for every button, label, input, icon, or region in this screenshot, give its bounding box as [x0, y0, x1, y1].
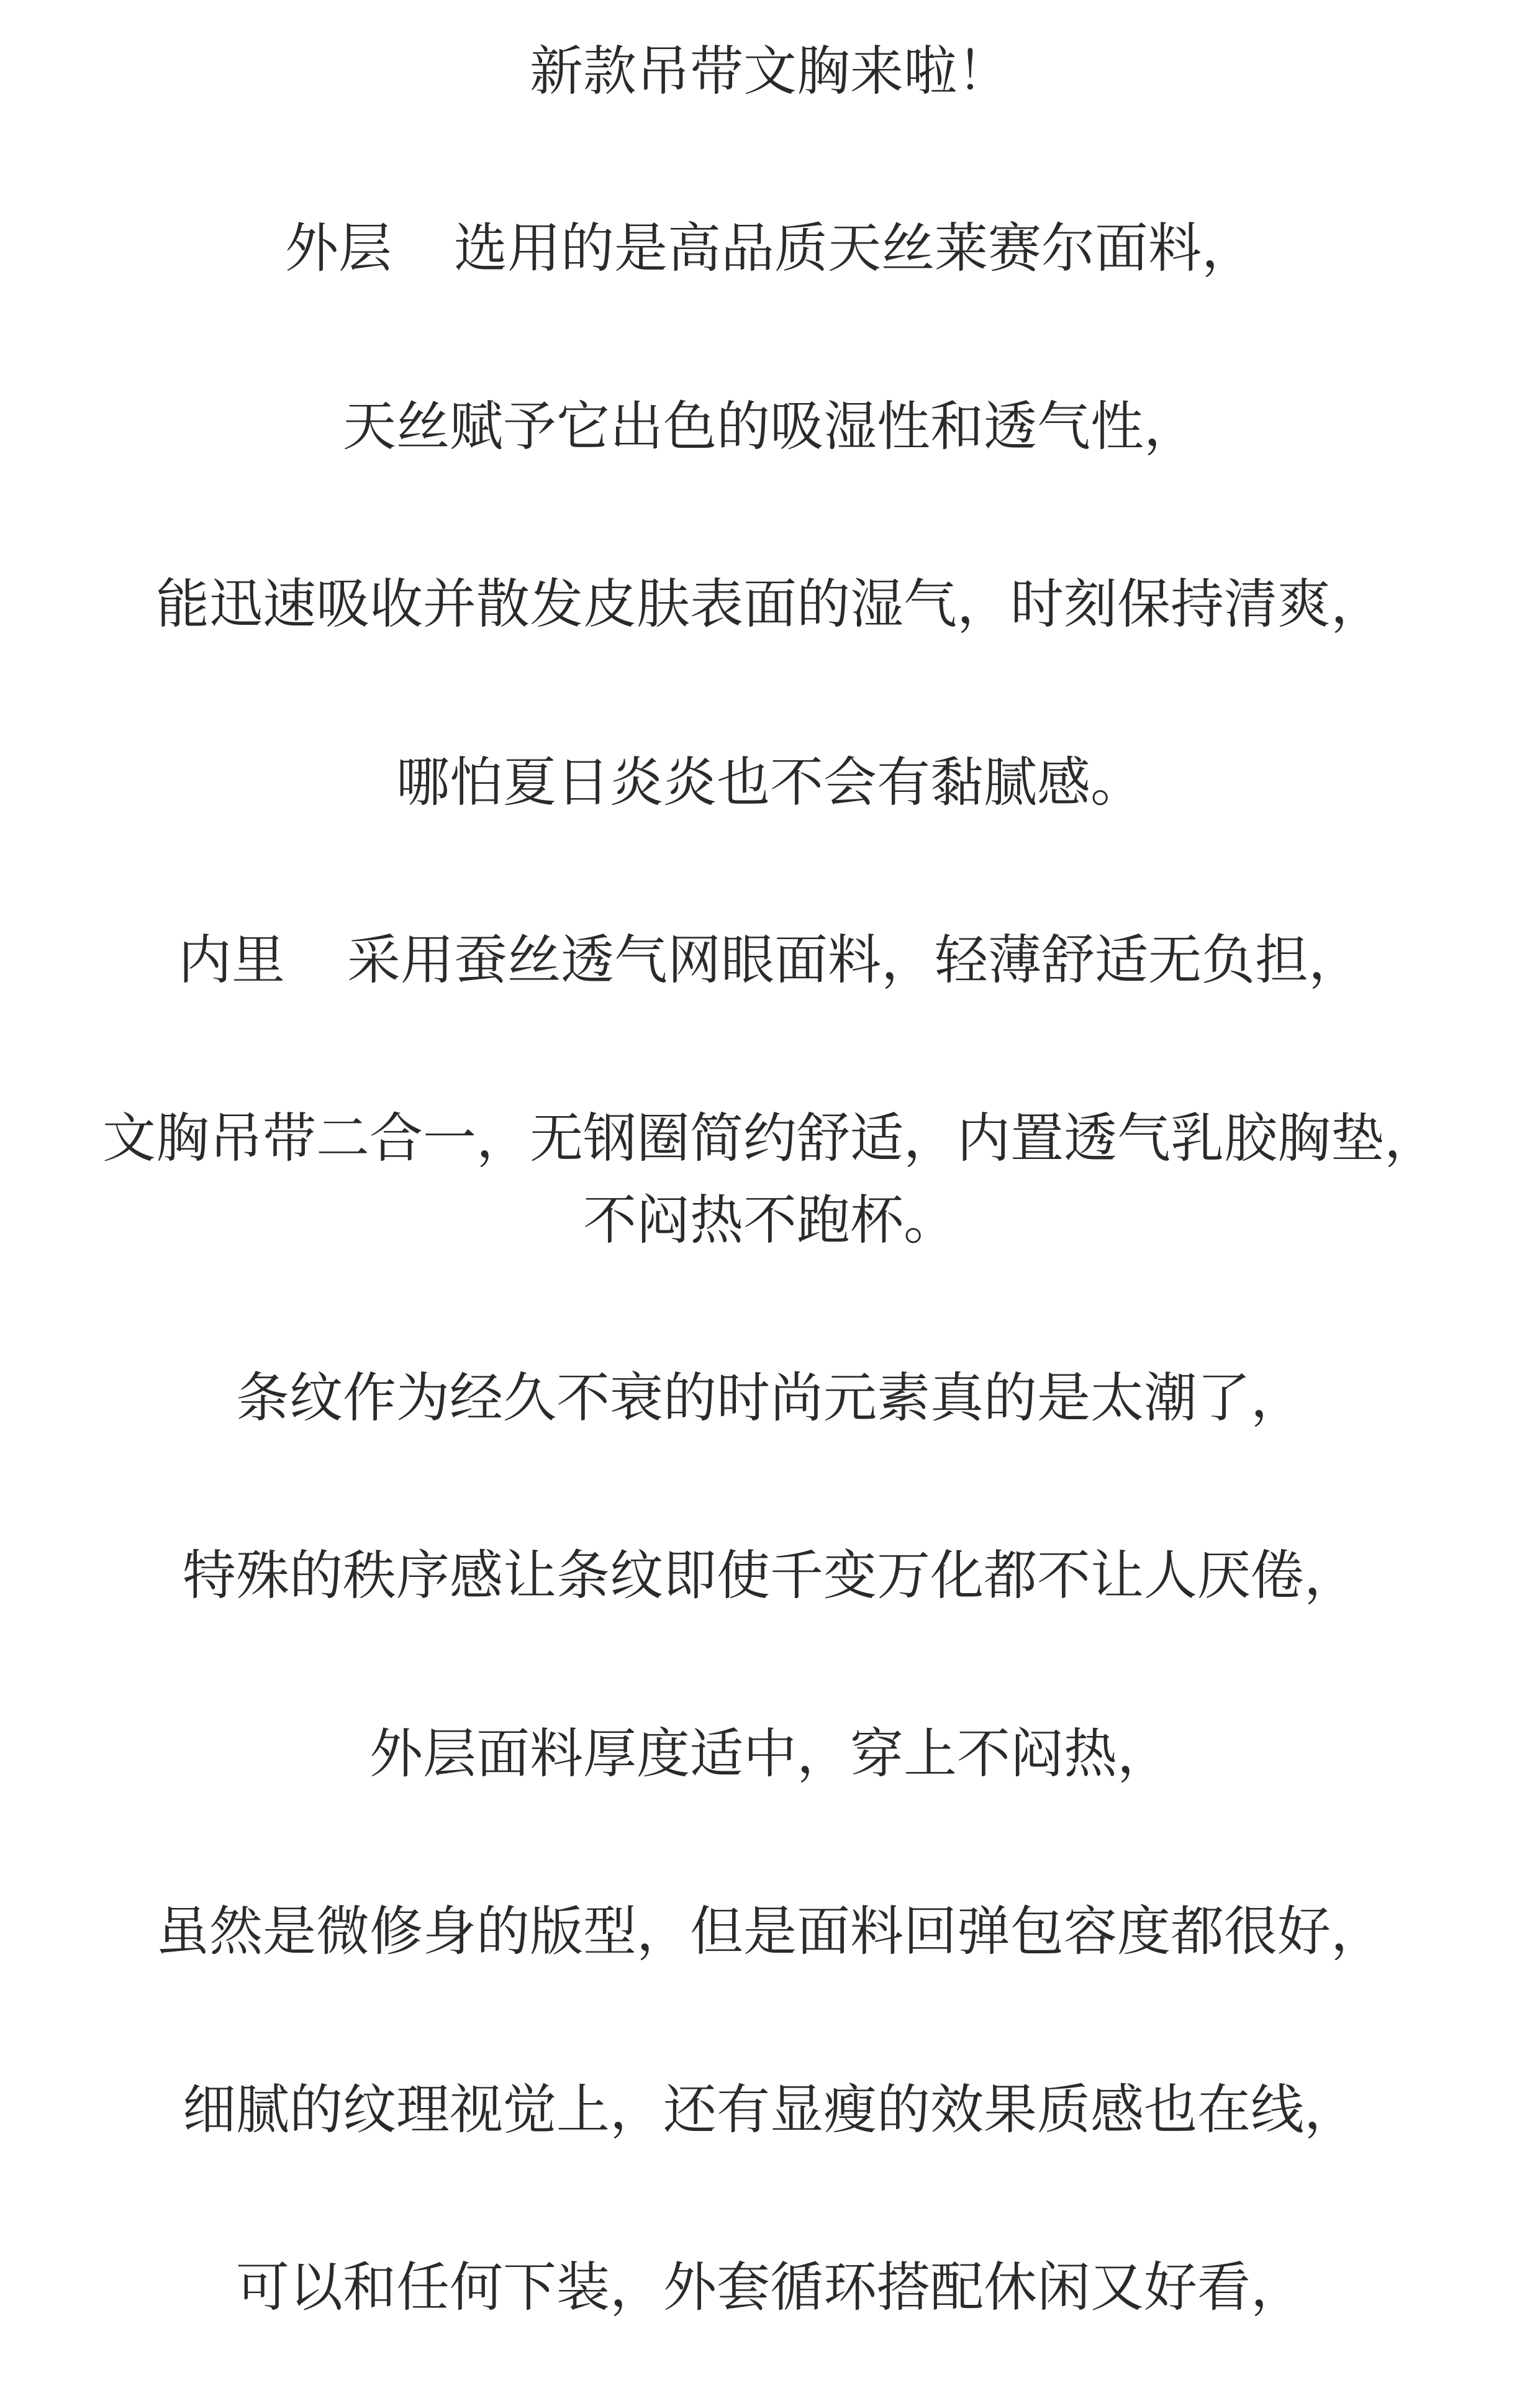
- paragraph-line: 能迅速吸收并散发皮肤表面的湿气，时刻保持清爽，: [156, 573, 1384, 635]
- paragraph-line: 可以和任何下装，外套循环搭配休闲又好看，: [236, 2256, 1304, 2319]
- outer-layer-line: [0, 214, 1540, 283]
- paragraph-line: 条纹作为经久不衰的时尚元素真的是太潮了，: [236, 1367, 1304, 1429]
- paragraph-line: 哪怕夏日炎炎也不会有黏腻感。: [396, 752, 1144, 814]
- paragraph-line: 不闷热不跑杯。: [583, 1189, 957, 1252]
- paragraph-line: 细腻的纹理视觉上，还有显瘦的效果质感也在线，: [183, 2079, 1357, 2141]
- paragraph-line: 特殊的秩序感让条纹即使千变万化都不让人厌倦，: [183, 1545, 1357, 1607]
- outer-layer-label: 外层: [285, 217, 392, 279]
- title-line: 新款吊带文胸来啦！: [530, 40, 1010, 102]
- inner-layer-line: [0, 926, 1540, 994]
- paragraph-line: 外层面料厚度适中，穿上不闷热，: [369, 1723, 1171, 1785]
- inner-layer-label: 内里: [178, 929, 285, 991]
- inner-layer-text: 采用蚕丝透气网眼面料，轻薄舒适无负担，: [347, 929, 1362, 991]
- paragraph-line: 虽然是微修身的版型，但是面料回弹包容度都很好，: [156, 1901, 1384, 1963]
- paragraph-line: 天丝赋予它出色的吸湿性和透气性，: [343, 396, 1197, 458]
- outer-layer-text: 选用的是高品质天丝莱赛尔面料，: [454, 217, 1255, 279]
- paragraph-line: 文胸吊带二合一，无钢圈简约舒适，内置透气乳胶胸垫，: [102, 1107, 1438, 1170]
